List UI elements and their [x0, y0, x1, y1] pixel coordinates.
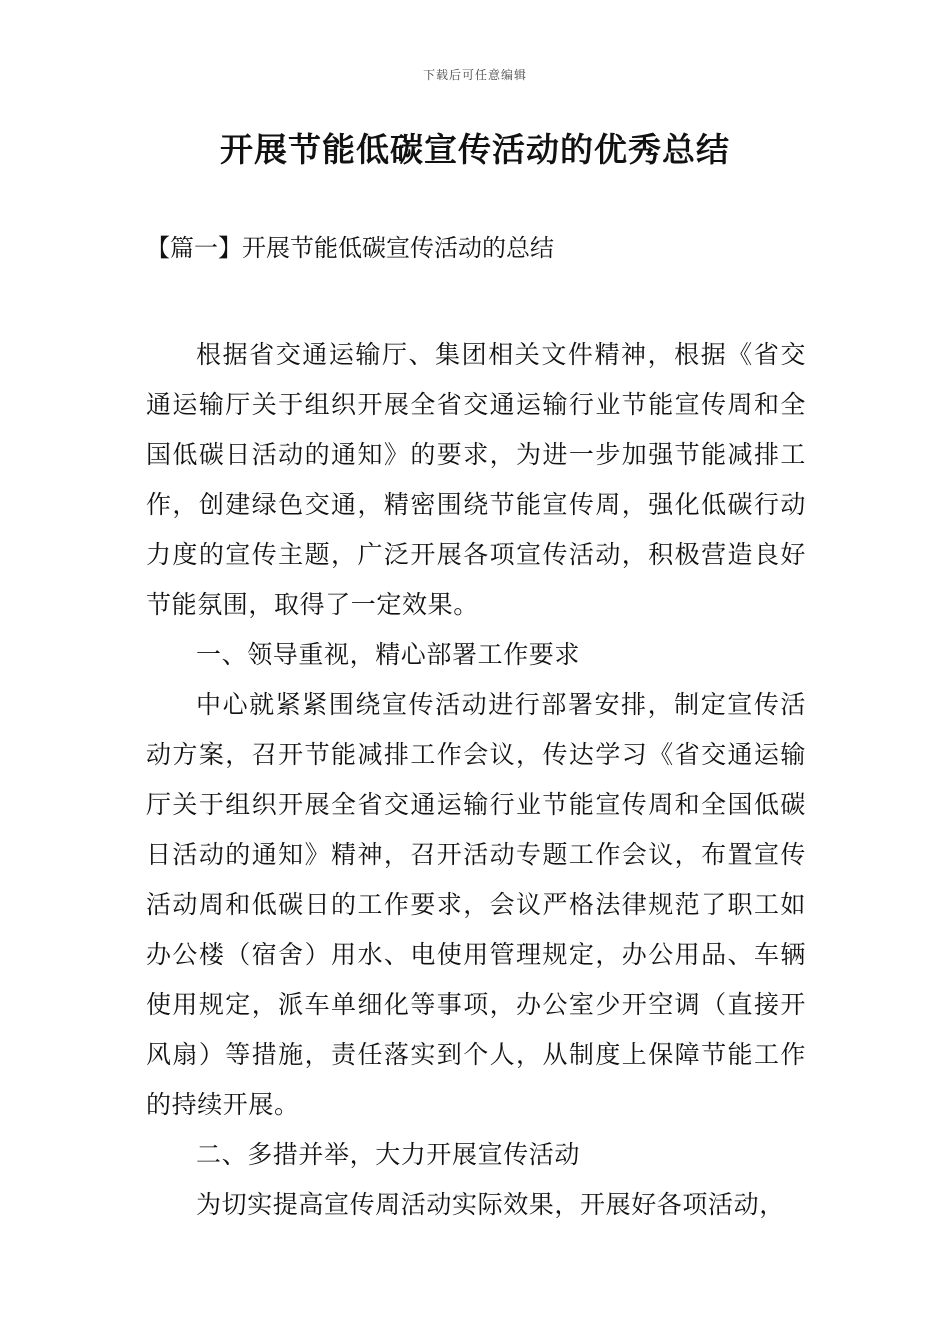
- subheading-leadership: 一、领导重视，精心部署工作要求: [196, 640, 581, 669]
- document-title: 开展节能低碳宣传活动的优秀总结: [220, 130, 730, 169]
- section-heading: 【篇一】开展节能低碳宣传活动的总结: [146, 234, 554, 262]
- header-note: 下载后可任意编辑: [422, 68, 527, 82]
- paragraph-intro: 根据省交通运输厅、集团相关文件精神，根据《省交通运输厅关于组织开展全省交通运输行业节能宣传周和全国低碳日活动的通知》的要求，为进一步加强节能减排工作，创建绿色交通，精密围绕节能宣传周，强化低碳行动力度的宣传主题，广泛开展各项宣传活动，积极营造良好节能氛围，取得了一定效果。: [146, 340, 806, 619]
- subheading-measures: 二、多措并举，大力开展宣传活动: [196, 1140, 581, 1169]
- body-text: [146, 330, 806, 1230]
- paragraph-leadership: 中心就紧紧围绕宣传活动进行部署安排，制定宣传活动方案，召开节能减排工作会议，传达学习《省交通运输厅关于组织开展全省交通运输行业节能宣传周和全国低碳日活动的通知》精神，召开活动专题工作会议，布置宣传活动周和低碳日的工作要求，会议严格法律规范了职工如办公楼（宿舍）用水、电使用管理规定，办公用品、车辆使用规定，派车单细化等事项，办公室少开空调（直接开风扇）等措施，责任落实到个人，从制度上保障节能工作的持续开展。: [146, 690, 806, 1119]
- paragraph-measures: 为切实提高宣传周活动实际效果，开展好各项活动，: [196, 1190, 785, 1219]
